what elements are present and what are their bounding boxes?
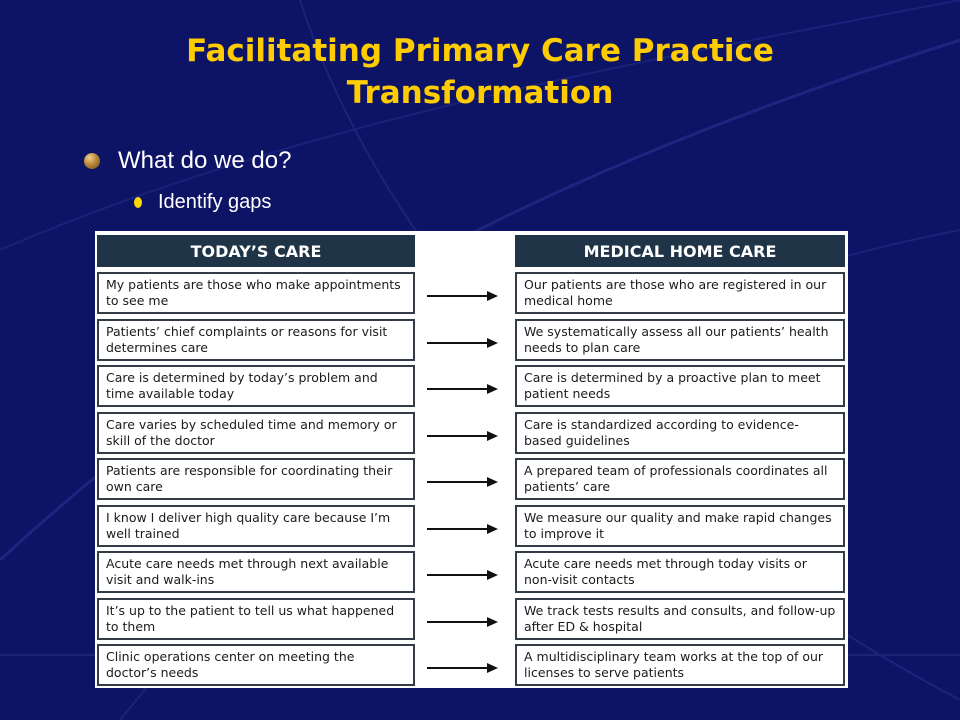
todays-care-cell: Patients are responsible for coordinating their own care: [97, 458, 415, 500]
todays-care-cell: Patients’ chief complaints or reasons for visit determines care: [97, 319, 415, 361]
arrow-right-icon: [427, 475, 499, 489]
bullet-level2: [134, 188, 271, 216]
todays-care-cell: Care varies by scheduled time and memory or skill of the doctor: [97, 412, 415, 454]
bullet-sphere-icon: [84, 153, 100, 169]
medical-home-care-cell: Acute care needs met through today visits or non-visit contacts: [515, 551, 845, 593]
slide-title: Facilitating Primary Care Practice Transformation: [186, 33, 774, 111]
comparison-table: [95, 231, 848, 688]
todays-care-cell: Care is determined by today’s problem and time available today: [97, 365, 415, 407]
medical-home-care-cell: We systematically assess all our patients’ health needs to plan care: [515, 319, 845, 361]
medical-home-care-cell: A prepared team of professionals coordinates all patients’ care: [515, 458, 845, 500]
arrow-right-icon: [427, 522, 499, 536]
medical-home-care-cell: Our patients are those who are registered in our medical home: [515, 272, 845, 314]
medical-home-care-cell: We track tests results and consults, and follow-up after ED & hospital: [515, 598, 845, 640]
arrow-right-icon: [427, 661, 499, 675]
bullet-level1: [84, 145, 291, 177]
arrow-right-icon: [427, 429, 499, 443]
medical-home-care-cell: A multidisciplinary team works at the top of our licenses to serve patients: [515, 644, 845, 686]
medical-home-care-cell: We measure our quality and make rapid changes to improve it: [515, 505, 845, 547]
todays-care-cell: My patients are those who make appointments to see me: [97, 272, 415, 314]
todays-care-cell: Clinic operations center on meeting the doctor’s needs: [97, 644, 415, 686]
todays-care-cell: Acute care needs met through next available visit and walk-ins: [97, 551, 415, 593]
arrow-right-icon: [427, 336, 499, 350]
medical-home-care-cell: Care is standardized according to evidence-based guidelines: [515, 412, 845, 454]
bullet-level2-text: Identify gaps: [158, 190, 272, 213]
arrow-right-icon: [427, 615, 499, 629]
todays-care-cell: It’s up to the patient to tell us what happened to them: [97, 598, 415, 640]
todays-care-cell: I know I deliver high quality care because I’m well trained: [97, 505, 415, 547]
bullet-level1-text: What do we do?: [118, 147, 292, 174]
medical-home-care-header: MEDICAL HOME CARE: [515, 235, 845, 267]
bullet-dot-icon: [134, 197, 142, 208]
medical-home-care-cell: Care is determined by a proactive plan to meet patient needs: [515, 365, 845, 407]
arrow-right-icon: [427, 382, 499, 396]
todays-care-header: TODAY’S CARE: [97, 235, 415, 267]
arrow-right-icon: [427, 568, 499, 582]
arrow-right-icon: [427, 289, 499, 303]
